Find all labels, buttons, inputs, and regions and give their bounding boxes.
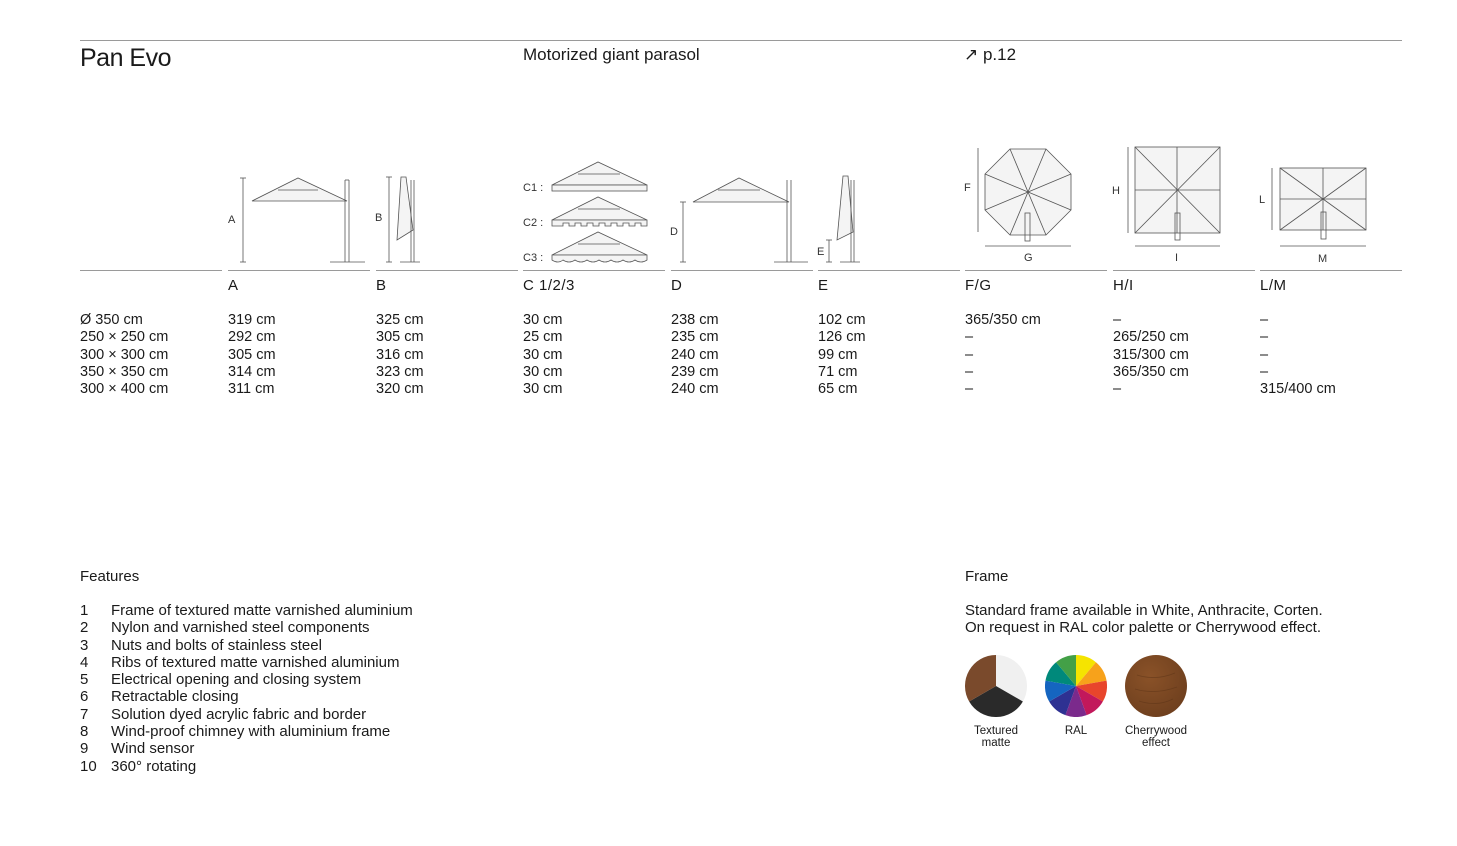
diagram-label-i: I xyxy=(1175,252,1179,264)
list-item xyxy=(80,619,413,636)
table-rule xyxy=(80,270,222,271)
frame-description xyxy=(965,602,1323,637)
column-header-a: A xyxy=(228,277,239,294)
table-column-d xyxy=(671,312,719,398)
list-item xyxy=(80,637,413,654)
list-item xyxy=(80,654,413,671)
table-cell: 235 cm xyxy=(671,329,719,346)
table-cell: – xyxy=(965,363,974,380)
column-header-fg: F/G xyxy=(965,277,992,294)
table-rule xyxy=(965,270,1107,271)
table-cell: 65 cm xyxy=(818,381,858,398)
table-cell: 240 cm xyxy=(671,346,719,363)
table-cell: 25 cm xyxy=(523,329,563,346)
diagram-label-b: B xyxy=(375,212,383,224)
feature-text: Ribs of textured matte varnished aluminium xyxy=(111,653,400,671)
list-item xyxy=(80,706,413,723)
list-item xyxy=(80,740,413,757)
diagram-fg-round-canopy xyxy=(964,148,1071,264)
diagram-label-l: L xyxy=(1259,194,1266,206)
table-column-c xyxy=(523,312,563,398)
table-cell: 239 cm xyxy=(671,363,719,380)
diagram-label-m: M xyxy=(1318,253,1328,265)
table-cell: 319 cm xyxy=(228,312,276,328)
list-item xyxy=(80,602,413,619)
frame-line-2: On request in RAL color palette or Cherrywood effect. xyxy=(965,619,1322,637)
table-cell: 300 × 400 cm xyxy=(80,381,169,398)
table-cell: 30 cm xyxy=(523,346,563,363)
feature-number: 1 xyxy=(80,602,89,619)
diagram-c-canopy-variants xyxy=(523,162,647,264)
diagram-label-h: H xyxy=(1112,185,1120,197)
table-cell: – xyxy=(1113,381,1122,398)
swatch-label-ral xyxy=(1031,725,1121,737)
table-cell: 265/250 cm xyxy=(1113,329,1189,346)
diagram-label-d: D xyxy=(670,226,678,238)
table-cell: – xyxy=(1113,312,1122,328)
table-rule xyxy=(671,270,813,271)
table-cell: 99 cm xyxy=(818,346,858,363)
ral-color-wheel-icon xyxy=(1045,655,1107,717)
diagram-label-c2: C2 : xyxy=(523,217,544,229)
column-header-hi: H/I xyxy=(1113,277,1134,294)
swatch-cherrywood[interactable] xyxy=(1125,655,1187,717)
table-cell: 300 × 300 cm xyxy=(80,346,169,363)
table-cell: 315/300 cm xyxy=(1113,346,1189,363)
feature-number: 2 xyxy=(80,619,89,637)
table-cell: 30 cm xyxy=(523,312,563,328)
table-column-a xyxy=(228,312,276,398)
table-rule xyxy=(376,270,518,271)
table-cell: 350 × 350 cm xyxy=(80,363,169,380)
feature-number: 3 xyxy=(80,636,89,654)
features-title: Features xyxy=(80,568,140,585)
table-cell: Ø 350 cm xyxy=(80,312,143,328)
table-cell: – xyxy=(965,346,974,363)
table-cell: 314 cm xyxy=(228,363,276,380)
feature-number: 10 xyxy=(80,757,97,775)
column-header-e: E xyxy=(818,277,829,294)
table-rule xyxy=(818,270,960,271)
feature-text: Nuts and bolts of stainless steel xyxy=(111,636,322,654)
feature-number: 8 xyxy=(80,723,89,741)
column-header-c: C 1/2/3 xyxy=(523,277,575,294)
diagram-label-g: G xyxy=(1024,252,1033,264)
table-rule xyxy=(1113,270,1255,271)
table-cell: 323 cm xyxy=(376,363,424,380)
features-list xyxy=(80,602,413,775)
frame-line-1: Standard frame available in White, Anthracite, Corten. xyxy=(965,602,1323,619)
feature-text: Nylon and varnished steel components xyxy=(111,619,370,637)
table-cell: 250 × 250 cm xyxy=(80,329,169,346)
column-header-d: D xyxy=(671,277,683,294)
feature-number: 9 xyxy=(80,740,89,758)
feature-text: 360° rotating xyxy=(111,757,197,775)
column-header-b: B xyxy=(376,277,387,294)
feature-number: 6 xyxy=(80,688,89,706)
table-cell: 305 cm xyxy=(228,346,276,363)
table-cell: 311 cm xyxy=(228,381,275,398)
diagram-label-a: A xyxy=(228,214,236,226)
diagram-label-c1: C1 : xyxy=(523,182,544,194)
column-header-lm: L/M xyxy=(1260,277,1287,294)
table-column-hi xyxy=(1113,312,1189,398)
table-cell: 365/350 cm xyxy=(1113,363,1189,380)
diagram-b-closed-view xyxy=(375,177,420,262)
table-cell: 240 cm xyxy=(671,381,719,398)
table-cell: 315/400 cm xyxy=(1260,381,1336,398)
product-subtitle: Motorized giant parasol xyxy=(523,45,700,64)
table-cell: – xyxy=(1260,346,1269,363)
table-column-size xyxy=(80,312,168,398)
diagram-lm-rectangular-canopy xyxy=(1259,168,1366,265)
diagram-e-closed-view xyxy=(817,176,860,262)
table-cell: 292 cm xyxy=(228,329,276,346)
table-cell: – xyxy=(965,329,974,346)
list-item xyxy=(80,758,413,775)
diagram-label-f: F xyxy=(964,182,971,194)
diagram-hi-square-canopy xyxy=(1112,147,1220,264)
table-cell: 30 cm xyxy=(523,363,563,380)
diagram-d-side-view xyxy=(670,178,808,262)
table-cell: 126 cm xyxy=(818,329,866,346)
table-cell: – xyxy=(1260,312,1269,328)
table-cell: 71 cm xyxy=(818,363,858,380)
feature-text: Retractable closing xyxy=(111,688,239,706)
feature-number: 5 xyxy=(80,671,89,689)
feature-text: Solution dyed acrylic fabric and border xyxy=(111,705,367,723)
feature-text: Wind-proof chimney with aluminium frame xyxy=(111,723,391,741)
swatch-label-line: Cherrywood xyxy=(1125,725,1187,737)
table-cell: 238 cm xyxy=(671,312,719,328)
feature-number: 4 xyxy=(80,653,89,671)
diagram-label-c3: C3 : xyxy=(523,252,544,264)
dimension-diagrams xyxy=(0,130,1457,270)
table-cell: – xyxy=(1260,363,1269,380)
swatch-label-line: matte xyxy=(981,737,1011,749)
feature-number: 7 xyxy=(80,705,89,723)
swatch-label-line: RAL xyxy=(1064,725,1088,737)
cherrywood-swatch-icon xyxy=(1125,655,1187,717)
feature-text: Electrical opening and closing system xyxy=(111,671,362,689)
table-cell: 320 cm xyxy=(376,381,424,398)
table-cell: 30 cm xyxy=(523,381,563,398)
list-item xyxy=(80,671,413,688)
table-column-fg xyxy=(965,312,1041,398)
diagram-a-side-view xyxy=(228,178,365,262)
table-cell: – xyxy=(965,381,974,398)
textured-matte-swatch-icon xyxy=(965,655,1027,717)
swatch-textured-matte[interactable] xyxy=(965,655,1027,717)
list-item xyxy=(80,723,413,740)
table-rule xyxy=(1260,270,1402,271)
table-column-b xyxy=(376,312,424,398)
table-cell: 316 cm xyxy=(376,346,424,363)
table-column-lm xyxy=(1260,312,1336,398)
table-cell: 102 cm xyxy=(818,312,866,328)
top-rule xyxy=(80,40,1402,41)
frame-title: Frame xyxy=(965,568,1009,585)
swatch-label-line: effect xyxy=(1142,737,1170,749)
swatch-label-textured-matte xyxy=(951,725,1041,749)
table-cell: 325 cm xyxy=(376,312,424,328)
feature-text: Wind sensor xyxy=(111,740,195,758)
table-cell: 305 cm xyxy=(376,329,424,346)
table-cell: 365/350 cm xyxy=(965,312,1041,328)
table-rule xyxy=(523,270,665,271)
swatch-label-line: Textured xyxy=(973,725,1019,737)
diagram-label-e: E xyxy=(817,246,825,258)
feature-text: Frame of textured matte varnished aluminium xyxy=(111,602,413,619)
swatch-label-cherrywood xyxy=(1111,725,1201,749)
page-reference-link[interactable]: ↗ p.12 xyxy=(964,45,1017,64)
swatch-ral[interactable] xyxy=(1045,655,1107,717)
list-item xyxy=(80,688,413,705)
table-cell: – xyxy=(1260,329,1269,346)
table-column-e xyxy=(818,312,866,398)
product-title: Pan Evo xyxy=(80,44,172,72)
table-rule xyxy=(228,270,370,271)
